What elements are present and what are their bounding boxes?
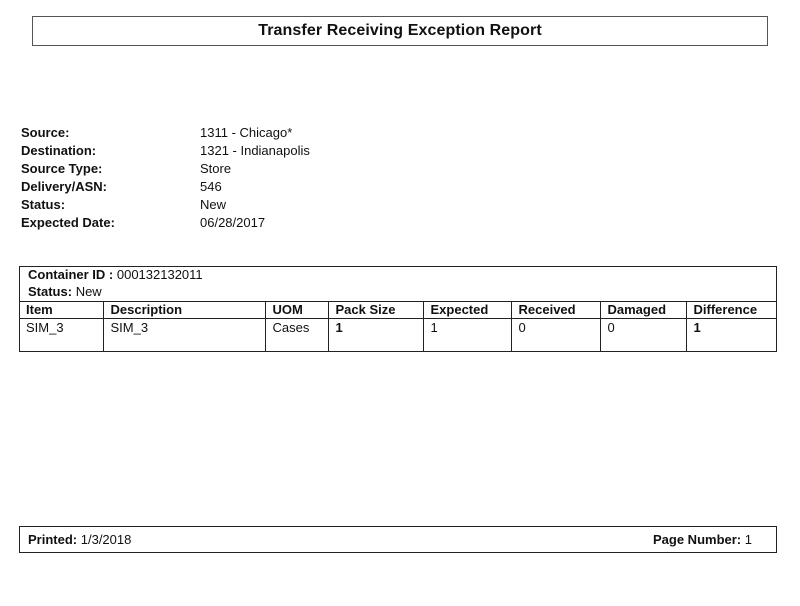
status-row (21, 196, 310, 214)
table-row (19, 319, 777, 352)
source-value: 1311 - Chicago* (200, 125, 293, 140)
col-header-received: Received (511, 302, 600, 319)
cell-received: 0 (511, 319, 600, 352)
expected-date-value: 06/28/2017 (200, 215, 266, 230)
printed-group (28, 532, 131, 547)
cell-pack-size: 1 (328, 319, 423, 352)
expected-date-row (21, 214, 310, 232)
col-header-difference: Difference (686, 302, 777, 319)
source-type-label: Source Type: (21, 161, 103, 176)
report-title: Transfer Receiving Exception Report (258, 22, 542, 39)
printed-value: 1/3/2018 (80, 532, 132, 547)
cell-damaged: 0 (600, 319, 686, 352)
status-label: Status: (21, 197, 66, 212)
destination-row (21, 142, 310, 160)
expected-date-label: Expected Date: (21, 215, 115, 230)
header-info (21, 124, 310, 232)
source-type-value: Store (200, 161, 232, 176)
report-footer (19, 526, 777, 553)
cell-item: SIM_3 (19, 319, 103, 352)
col-header-item: Item (19, 302, 103, 319)
printed-label: Printed: (28, 532, 78, 547)
cell-uom: Cases (265, 319, 328, 352)
delivery-asn-label: Delivery/ASN: (21, 179, 107, 194)
col-header-uom: UOM (265, 302, 328, 319)
container-status-value: New (75, 284, 102, 299)
items-table (19, 301, 777, 352)
cell-expected: 1 (423, 319, 511, 352)
container-id-line (28, 267, 203, 283)
cell-difference: 1 (686, 319, 777, 352)
destination-label: Destination: (21, 143, 97, 158)
report-title-box (32, 16, 768, 46)
container-id-value: 000132132011 (116, 267, 203, 282)
page-number-group (653, 532, 752, 547)
col-header-pack-size: Pack Size (328, 302, 423, 319)
container-id-label: Container ID : (28, 267, 114, 282)
page-number-value: 1 (744, 532, 752, 547)
source-type-row (21, 160, 310, 178)
table-header-row (19, 302, 777, 319)
source-row (21, 124, 310, 142)
delivery-asn-row (21, 178, 310, 196)
cell-description: SIM_3 (103, 319, 265, 352)
container-status-line (28, 284, 102, 300)
destination-value: 1321 - Indianapolis (200, 143, 310, 158)
status-value: New (200, 197, 227, 212)
col-header-description: Description (103, 302, 265, 319)
delivery-asn-value: 546 (200, 179, 222, 194)
col-header-damaged: Damaged (600, 302, 686, 319)
source-label: Source: (21, 125, 70, 140)
container-status-label: Status: (28, 284, 73, 299)
col-header-expected: Expected (423, 302, 511, 319)
page-number-label: Page Number: (653, 532, 742, 547)
container-section (19, 266, 777, 352)
